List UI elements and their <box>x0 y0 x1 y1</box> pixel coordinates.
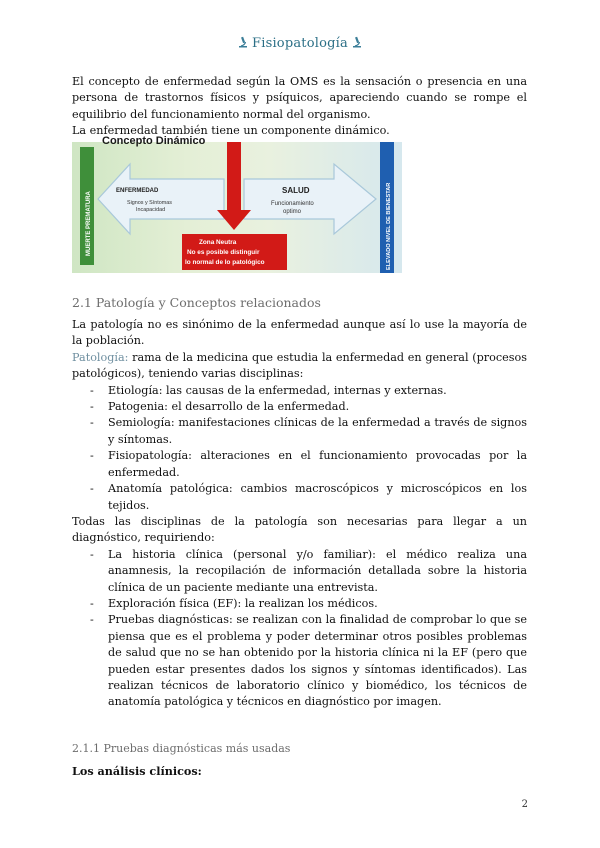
list-item: - Anatomía patológica: cambios macroscópicos y microscópicos en los tejidos. <box>108 481 527 514</box>
diagram-graphic <box>72 134 402 273</box>
salud-sub1: Funcionamiento <box>271 200 314 207</box>
page-header <box>0 36 600 51</box>
intro-dynamic-line: La enfermedad también tiene un componente dinámico. <box>72 124 390 138</box>
list-item: - La historia clínica (personal y/o familiar): el médico realiza una anamnesis, la recopilación de información detallada sobre la historia clínica de un paciente mediante una entrevista. <box>108 547 527 596</box>
right-bar-label: ELEVADO NIVEL DE BIENESTAR <box>386 182 392 270</box>
neutral-zone-title: Zona Neutra <box>199 238 237 246</box>
neutral-zone-line3: lo normal de lo patológico <box>185 258 265 266</box>
red-arrow-shaft <box>227 142 241 212</box>
left-bar-label: MUERTE PREMATURA <box>86 190 92 256</box>
salud-label: SALUD <box>282 185 310 195</box>
patologia-paragraph: La patología no es sinónimo de la enfermedad aunque así lo use la mayoría de la población. <box>72 318 527 348</box>
list-item: - Semiología: manifestaciones clínicas de la enfermedad a través de signos y síntomas. <box>108 415 527 448</box>
intro-paragraph: El concepto de enfermedad según la OMS es la sensación o presencia en una persona de trastornos físicos y psíquicos, apareciendo cuando se rompe el equilibrio del funcionamiento normal del organismo. <box>72 75 527 121</box>
enfermedad-sub2: Incapacidad <box>136 206 166 213</box>
dynamic-concept-diagram <box>72 134 402 273</box>
section-heading-2-1-1: 2.1.1 Pruebas diagnósticas más usadas <box>72 741 291 755</box>
list-item: - Patogenia: el desarrollo de la enfermedad. <box>108 399 527 415</box>
disciplines-list <box>72 383 527 514</box>
salud-arrow <box>244 164 376 234</box>
patologia-term: Patología: <box>72 350 129 364</box>
list-item: - Etiología: las causas de la enfermedad, internas y externas. <box>108 383 527 399</box>
enfermedad-arrow <box>98 164 224 234</box>
diagram-title: Concepto Dinámico <box>102 134 206 147</box>
microscope-icon <box>237 36 249 48</box>
page-number: 2 <box>521 799 528 810</box>
list-item: - Fisiopatología: alteraciones en el funcionamiento provocadas por la enfermedad. <box>108 448 527 481</box>
diagnosis-paragraph: Todas las disciplinas de la patología son necesarias para llegar a un diagnóstico, requiriendo: <box>72 514 527 545</box>
enfermedad-label: ENFERMEDAD <box>116 187 159 194</box>
patologia-definition <box>72 350 527 383</box>
patologia-definition-text: rama de la medicina que estudia la enfermedad en general (procesos patológicos), teniendo varias disciplinas: <box>72 350 527 381</box>
salud-sub2: optimo <box>283 208 302 215</box>
clinical-analysis-heading: Los análisis clínicos: <box>72 764 202 779</box>
enfermedad-sub1: Signos y Síntomas <box>127 199 172 206</box>
red-arrow-head <box>217 210 251 230</box>
page-content <box>72 74 527 780</box>
requirements-list <box>72 547 527 711</box>
header-title: Fisiopatología <box>252 36 348 51</box>
microscope-icon <box>351 36 363 48</box>
list-item: - Exploración física (EF): la realizan los médicos. <box>108 596 527 612</box>
section-heading-2-1: 2.1 Patología y Conceptos relacionados <box>72 294 321 310</box>
neutral-zone-line2: No es posible distinguir <box>187 248 260 256</box>
list-item: - Pruebas diagnósticas: se realizan con la finalidad de comprobar lo que se piensa que es el problema y poder determinar otros posibles problemas de salud que no se han obtenido por la historia clínica ni la EF (pero que pueden estar presentes dados los signos y síntomas identificados). Las realizan técnicos de laboratorio clínico y biomédico, los técnicos de anatomía patológica y técnicos en diagnóstico por imagen. <box>108 612 527 710</box>
